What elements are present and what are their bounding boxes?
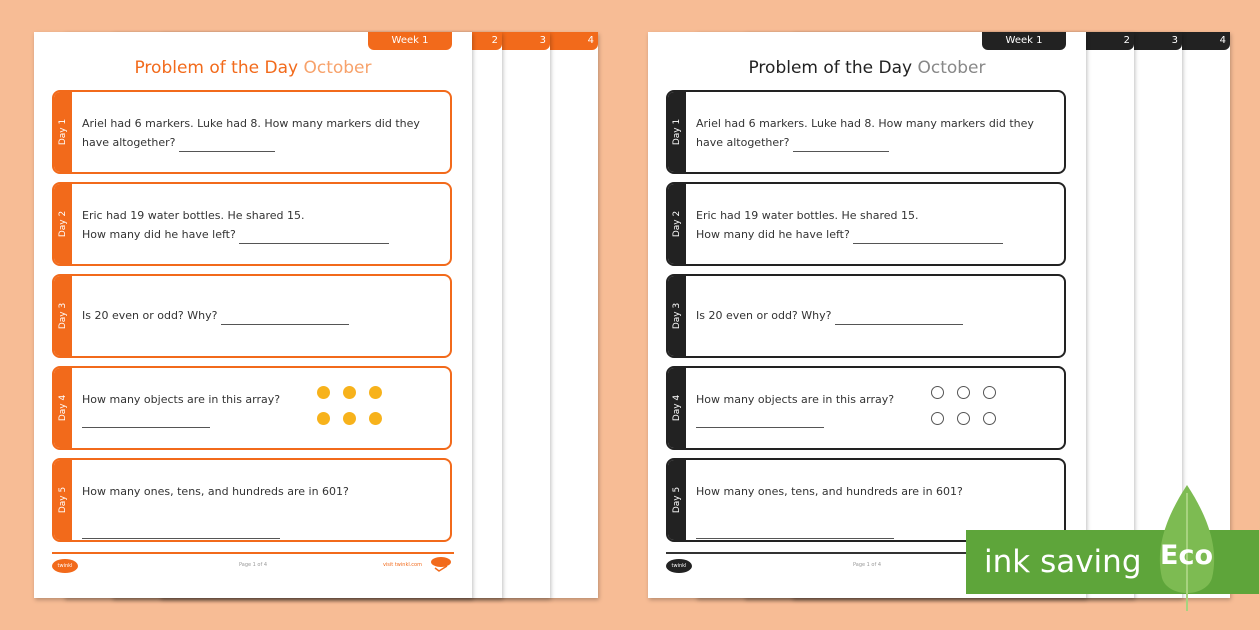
answer-line[interactable]: [82, 526, 280, 539]
day-4-box: [666, 366, 1066, 450]
day-label-strip: Day 3: [54, 276, 72, 356]
week-tab: 4: [514, 32, 598, 50]
question-text: Ariel had 6 markers. Luke had 8. How many markers did they have altogether?: [82, 114, 436, 152]
question-text: Eric had 19 water bottles. He shared 15. How many did he have left?: [82, 206, 436, 244]
dot: [983, 386, 996, 399]
day-label-strip: Day 1: [668, 92, 686, 172]
answer-line[interactable]: [221, 312, 349, 325]
eco-label: Eco: [1160, 540, 1213, 571]
week-tab: Week 1: [368, 32, 452, 50]
page-number: Page 1 of 4: [852, 562, 882, 568]
page-title: Problem of the Day October: [134, 58, 372, 78]
day-3-box: [52, 274, 452, 358]
day-label-strip: Day 5: [54, 460, 72, 540]
footer-url: visit twinkl.com: [382, 562, 422, 568]
footer-rule: [52, 552, 454, 554]
dot: [957, 412, 970, 425]
day-4-box: [52, 366, 452, 450]
day-label-strip: Day 1: [54, 92, 72, 172]
dot: [317, 412, 330, 425]
twinkl-logo: twinkl: [666, 559, 692, 573]
page-title: Problem of the Day October: [748, 58, 986, 78]
question-text: Is 20 even or odd? Why?: [696, 306, 1050, 325]
question-text: Eric had 19 water bottles. He shared 15. How many did he have left?: [696, 206, 1050, 244]
week-tab: 4: [1146, 32, 1230, 50]
dot: [343, 412, 356, 425]
day-1-box: [666, 90, 1066, 174]
answer-line[interactable]: [835, 312, 963, 325]
question-text: How many ones, tens, and hundreds are in 601?: [696, 482, 1050, 539]
mono-front-page: [648, 32, 1086, 598]
day-label-strip: Day 5: [668, 460, 686, 540]
answer-line[interactable]: [696, 526, 894, 539]
answer-line[interactable]: [179, 139, 275, 152]
answer-line[interactable]: [82, 415, 210, 428]
week-tab: 3: [1098, 32, 1182, 50]
day-2-box: [52, 182, 452, 266]
ink-saving-text: ink saving: [984, 544, 1142, 580]
question-text: Ariel had 6 markers. Luke had 8. How many markers did they have altogether?: [696, 114, 1050, 152]
day-label-strip: Day 2: [54, 184, 72, 264]
question-text: How many objects are in this array?: [82, 390, 436, 428]
week-tab: 3: [466, 32, 550, 50]
week-tab: Week 1: [982, 32, 1066, 50]
answer-line[interactable]: [853, 231, 1003, 244]
twinkl-mark-icon: [430, 556, 452, 574]
dot: [931, 412, 944, 425]
day-2-box: [666, 182, 1066, 266]
page-number: Page 1 of 4: [238, 562, 268, 568]
answer-line[interactable]: [696, 415, 824, 428]
question-text: Is 20 even or odd? Why?: [82, 306, 436, 325]
twinkl-logo: twinkl: [52, 559, 78, 573]
question-text: How many objects are in this array?: [696, 390, 1050, 428]
day-3-box: [666, 274, 1066, 358]
dot: [931, 386, 944, 399]
dot: [957, 386, 970, 399]
dot: [369, 386, 382, 399]
week-tab: 2: [1050, 32, 1134, 50]
day-label-strip: Day 2: [668, 184, 686, 264]
orange-front-page: [34, 32, 472, 598]
dot: [343, 386, 356, 399]
week-tab: 2: [418, 32, 502, 50]
dot: [317, 386, 330, 399]
day-1-box: [52, 90, 452, 174]
day-5-box: [52, 458, 452, 542]
dot: [369, 412, 382, 425]
day-label-strip: Day 4: [54, 368, 72, 448]
question-text: How many ones, tens, and hundreds are in 601?: [82, 482, 436, 539]
day-label-strip: Day 4: [668, 368, 686, 448]
day-label-strip: Day 3: [668, 276, 686, 356]
answer-line[interactable]: [239, 231, 389, 244]
answer-line[interactable]: [793, 139, 889, 152]
dot: [983, 412, 996, 425]
